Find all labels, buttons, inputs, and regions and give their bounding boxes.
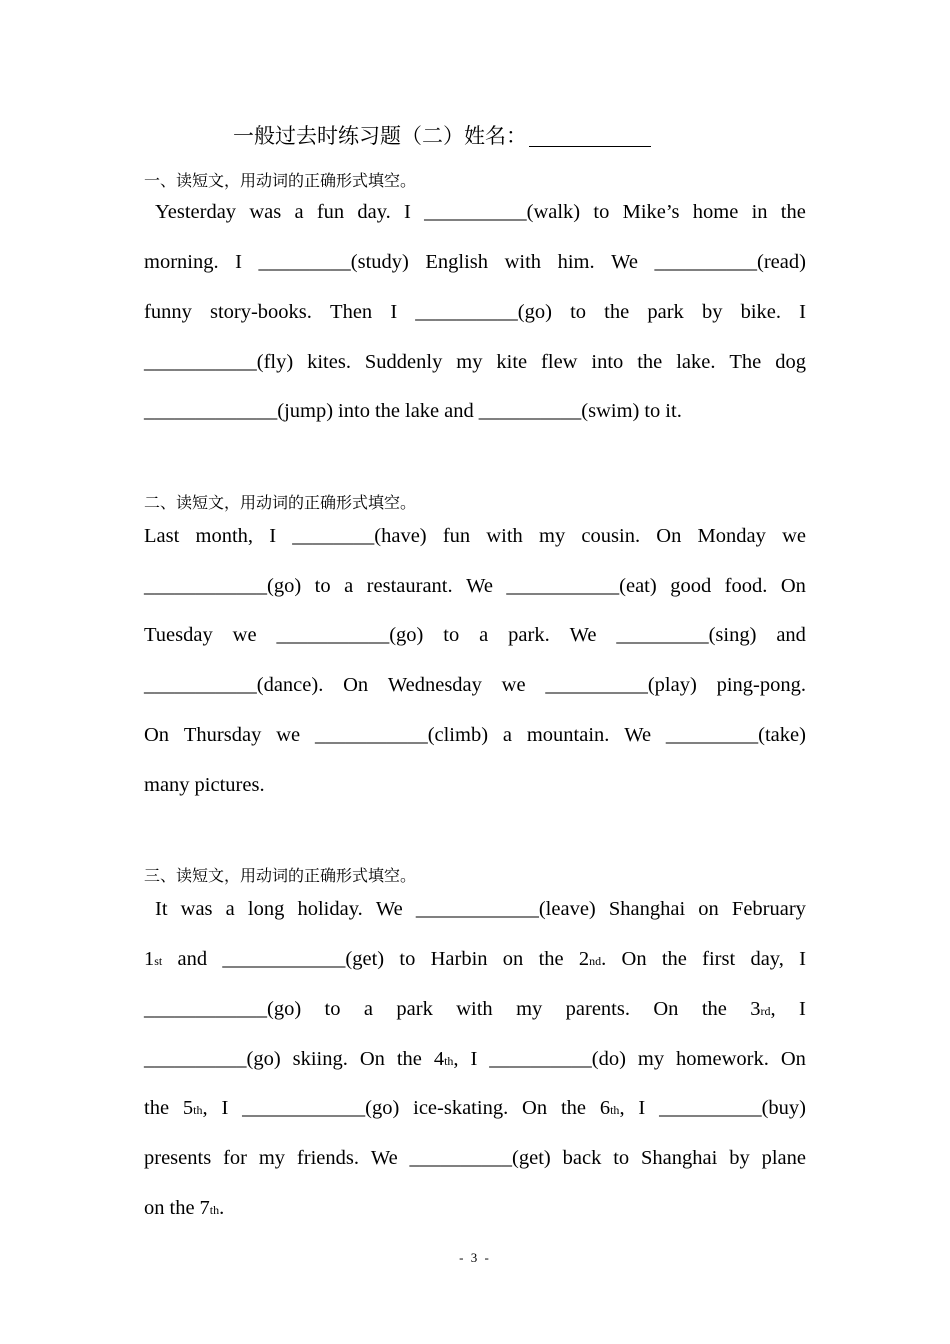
word[interactable]: ___________(eat) [506, 575, 657, 597]
word: kite [496, 351, 528, 373]
word: the [169, 1197, 195, 1219]
word[interactable]: ___________(fly) [144, 351, 294, 373]
word: I [638, 1097, 646, 1119]
word: February [731, 898, 806, 920]
word: many [144, 774, 190, 796]
word: a [344, 575, 354, 597]
word: English [425, 251, 489, 273]
word: fun [442, 525, 471, 547]
word: On [621, 948, 647, 970]
word: to [443, 624, 460, 646]
word: good [670, 575, 712, 597]
word: On [780, 1048, 806, 1070]
word: long [247, 898, 285, 920]
word: we [782, 525, 806, 547]
word[interactable]: __________(get) [409, 1147, 551, 1169]
word: the [604, 301, 630, 323]
word: home [692, 201, 739, 223]
word: the [780, 201, 806, 223]
word: dog [775, 351, 806, 373]
word: Shanghai [641, 1147, 718, 1169]
section-3-line-1 [144, 896, 806, 922]
word: and [177, 948, 208, 970]
word: park [396, 998, 433, 1020]
word: pictures. [194, 774, 265, 796]
word: back [562, 1147, 602, 1169]
word: We [375, 898, 403, 920]
section-2-line-5 [144, 722, 806, 748]
word: homework. [676, 1048, 769, 1070]
word: Shanghai [608, 898, 686, 920]
word: We [624, 724, 652, 746]
section-3-line-2 [144, 946, 806, 974]
word[interactable]: __________(go) [415, 301, 552, 323]
section-1-line-2 [144, 249, 806, 275]
word: my [516, 998, 543, 1020]
word: I [470, 1048, 478, 1070]
word[interactable]: ____________(get) [222, 948, 385, 970]
word: Suddenly [364, 351, 443, 373]
word: 6th, [599, 1097, 625, 1119]
word: ice-skating. [413, 1097, 509, 1119]
word: mountain. [526, 724, 610, 746]
section-1-line-5 [144, 398, 806, 424]
word: my [258, 1147, 286, 1169]
word: a [363, 998, 373, 1020]
word: a [294, 201, 304, 223]
word: and [776, 624, 806, 646]
word: bike. [740, 301, 781, 323]
word[interactable]: __________(swim) [478, 400, 640, 422]
word: 2nd. [578, 948, 607, 970]
word: on [698, 898, 719, 920]
word: and [444, 400, 474, 422]
section-3-line-4 [144, 1046, 806, 1074]
word: I [390, 301, 398, 323]
word: to [593, 201, 610, 223]
word[interactable]: __________(do) [489, 1048, 626, 1070]
word: Harbin [430, 948, 488, 970]
section-3-line-6 [144, 1145, 806, 1171]
word: presents [144, 1147, 212, 1169]
section-1-heading: 一、读短文，用动词的正确形式填空。 [144, 171, 417, 190]
word: flew [541, 351, 578, 373]
word: month, [195, 525, 254, 547]
word: The [729, 351, 762, 373]
word: kites. [307, 351, 351, 373]
word: in [751, 201, 768, 223]
word: On [653, 998, 679, 1020]
word: to [570, 301, 587, 323]
page-number: - 3 - [459, 1250, 491, 1265]
word[interactable]: _________(take) [665, 724, 806, 746]
word: by [701, 301, 723, 323]
word: Last [144, 525, 180, 547]
word: was [249, 201, 282, 223]
word: I [799, 301, 806, 323]
word: park [647, 301, 684, 323]
word: On [780, 575, 806, 597]
word: 3rd, [750, 998, 776, 1020]
word: I [221, 1097, 229, 1119]
word: On [343, 674, 369, 696]
word[interactable]: __________(read) [654, 251, 806, 273]
word: We [370, 1147, 398, 1169]
word: the [637, 351, 663, 373]
word: I [799, 948, 806, 970]
word: I [799, 998, 806, 1020]
word: we [276, 724, 301, 746]
word: We [569, 624, 597, 646]
section-3-line-7 [144, 1195, 806, 1223]
word[interactable]: ___________(dance). [144, 674, 324, 696]
word: to [324, 998, 341, 1020]
word[interactable]: __________(play) [545, 674, 697, 696]
word[interactable]: _________(sing) [616, 624, 757, 646]
word: fun [316, 201, 345, 223]
word[interactable]: __________(buy) [659, 1097, 806, 1119]
word: into [338, 400, 370, 422]
section-2-line-2 [144, 573, 806, 599]
word: the [661, 948, 687, 970]
word: On [522, 1097, 548, 1119]
section-2-line-1 [144, 523, 806, 549]
word: my [456, 351, 483, 373]
word: lake [405, 400, 440, 422]
word: my [539, 525, 566, 547]
section-2-line-3 [144, 622, 806, 648]
section-3-line-3 [144, 996, 806, 1024]
word: holiday. [297, 898, 363, 920]
word[interactable]: ____________(leave) [415, 898, 596, 920]
word: on [502, 948, 524, 970]
word: I [235, 251, 242, 273]
word[interactable]: __________(walk) [424, 201, 581, 223]
word: On [359, 1048, 385, 1070]
word: funny [144, 301, 192, 323]
word: morning. [144, 251, 219, 273]
word: Then [330, 301, 373, 323]
section-1-line-4 [144, 349, 806, 375]
word[interactable]: ________(have) [292, 525, 427, 547]
word: story-books. [209, 301, 312, 323]
word: It [155, 898, 168, 920]
word: the [560, 1097, 586, 1119]
word[interactable]: _____________(jump) [144, 400, 334, 422]
word: ping-pong. [716, 674, 806, 696]
word: first [702, 948, 736, 970]
word: was [180, 898, 213, 920]
word: the [396, 1048, 422, 1070]
word: lake. [676, 351, 716, 373]
word: a [502, 724, 512, 746]
name-blank[interactable] [529, 126, 651, 147]
section-2-heading: 二、读短文，用动词的正确形式填空。 [144, 493, 417, 512]
word[interactable]: __________(go) [144, 1048, 281, 1070]
word: restaurant. [366, 575, 453, 597]
word[interactable]: ____________(go) [242, 1097, 400, 1119]
word: park. [508, 624, 550, 646]
word: I [269, 525, 277, 547]
word: with [486, 525, 523, 547]
word: food. [724, 575, 768, 597]
section-2-line-6 [144, 772, 806, 798]
word: the [538, 948, 564, 970]
word[interactable]: ____________(go) [144, 575, 302, 597]
word: we [501, 674, 526, 696]
title-text: 一般过去时练习题（二）姓名： [233, 124, 527, 148]
word: the [144, 1097, 170, 1119]
word: into [591, 351, 624, 373]
word: a [225, 898, 235, 920]
word: to [613, 1147, 630, 1169]
word[interactable]: ___________(go) [276, 624, 424, 646]
word: we [232, 624, 257, 646]
word: day, [750, 948, 784, 970]
word: my [637, 1048, 665, 1070]
word: it. [665, 400, 682, 422]
word: to [399, 948, 416, 970]
word[interactable]: ___________(climb) [314, 724, 489, 746]
word: Thursday [183, 724, 262, 746]
word: to [314, 575, 331, 597]
worksheet-title [233, 120, 651, 150]
word: the [701, 998, 727, 1020]
section-1-line-1 [144, 199, 806, 225]
section-3-line-5 [144, 1095, 806, 1123]
word: cousin. [581, 525, 641, 547]
word: the [374, 400, 400, 422]
word: 4th, [433, 1048, 459, 1070]
word: for [223, 1147, 247, 1169]
section-1-line-3 [144, 299, 806, 325]
word: On [144, 724, 170, 746]
word: We [466, 575, 493, 597]
word: Wednesday [387, 674, 482, 696]
word: Mike’s [622, 201, 680, 223]
word: day. [357, 201, 391, 223]
word: 5th, [182, 1097, 208, 1119]
section-2-line-4 [144, 672, 806, 698]
word: with [504, 251, 542, 273]
word: a [479, 624, 489, 646]
word: by [729, 1147, 750, 1169]
word: On [656, 525, 682, 547]
word[interactable]: _________(study) [258, 251, 409, 273]
word: 7th. [199, 1197, 225, 1219]
word: Monday [697, 525, 766, 547]
word[interactable]: ____________(go) [144, 998, 302, 1020]
word: friends. [296, 1147, 359, 1169]
word: Tuesday [144, 624, 213, 646]
word: I [404, 201, 411, 223]
word: parents. [565, 998, 630, 1020]
word: Yesterday [155, 201, 237, 223]
word: We [611, 251, 638, 273]
section-3-heading: 三、读短文，用动词的正确形式填空。 [144, 866, 417, 885]
word: skiing. [292, 1048, 348, 1070]
word: him. [557, 251, 595, 273]
word: on [144, 1197, 165, 1219]
word: to [644, 400, 661, 422]
word: plane [761, 1147, 806, 1169]
word: with [456, 998, 493, 1020]
word: 1st [144, 948, 163, 970]
